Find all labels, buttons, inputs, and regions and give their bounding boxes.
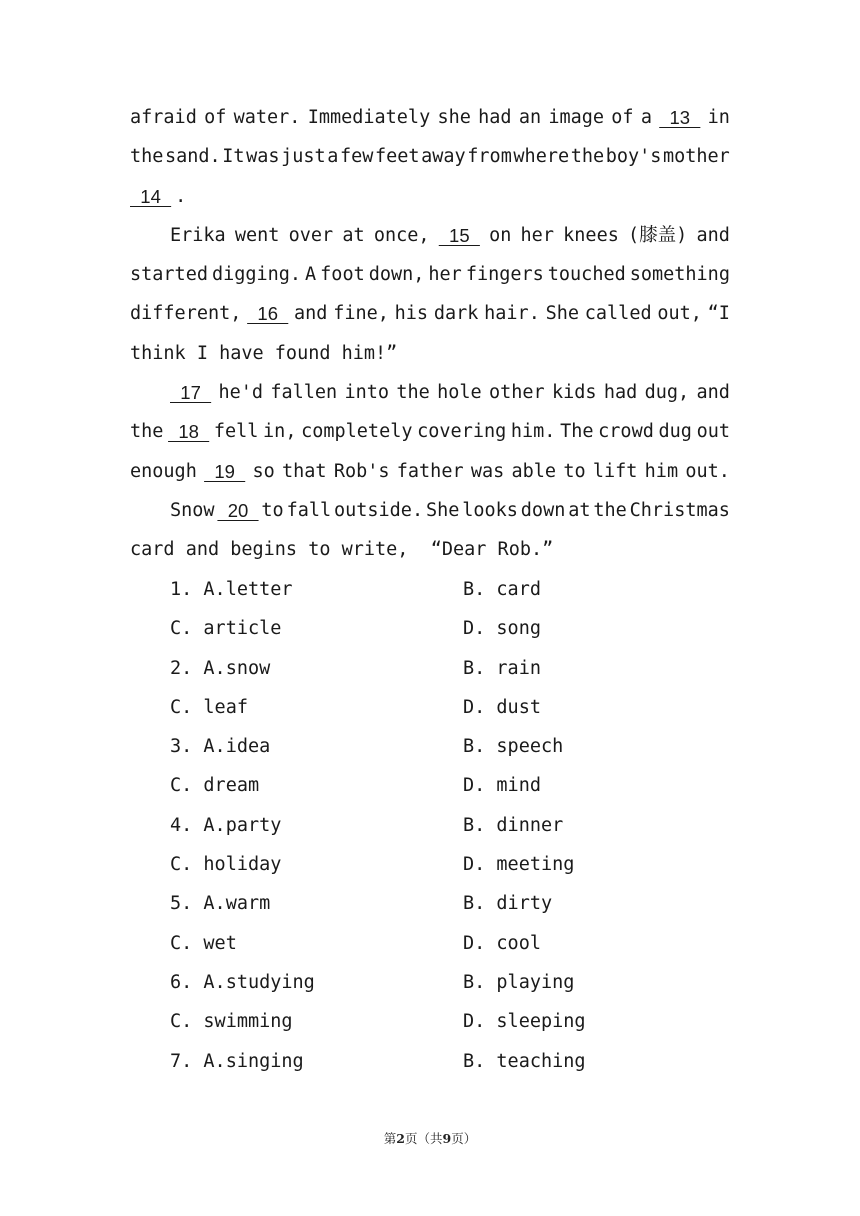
passage-word: fall bbox=[286, 499, 332, 521]
passage-word: the bbox=[396, 382, 430, 404]
passage-word: fingers bbox=[465, 264, 544, 286]
passage-word: just bbox=[281, 146, 326, 168]
passage-word: Christmas bbox=[629, 499, 730, 521]
passage-word: was bbox=[246, 146, 280, 168]
option-row bbox=[130, 766, 730, 805]
passage-word: over bbox=[288, 224, 334, 246]
passage-word: few bbox=[340, 146, 374, 168]
passage-word: so bbox=[252, 460, 275, 482]
option-row bbox=[130, 570, 730, 609]
passage-word: a bbox=[327, 146, 339, 168]
option-row bbox=[130, 845, 730, 884]
passage-word: different, bbox=[130, 303, 242, 325]
passage-word: and bbox=[696, 224, 730, 246]
passage-word: and bbox=[696, 382, 730, 404]
passage-word: A bbox=[305, 264, 317, 286]
option-row bbox=[130, 963, 730, 1002]
passage-word: into bbox=[344, 382, 390, 404]
option-row bbox=[130, 649, 730, 688]
passage-word: she bbox=[437, 107, 471, 128]
passage-word: her bbox=[520, 224, 554, 246]
passage-word: had bbox=[478, 107, 512, 128]
option-choice: 1. A.letter bbox=[170, 579, 293, 600]
footer-page-number: 2 bbox=[396, 1131, 405, 1146]
passage-word: the bbox=[570, 146, 605, 168]
passage-word: he'd bbox=[218, 382, 264, 404]
passage-word: looks bbox=[462, 499, 518, 521]
blank-number: 14 bbox=[130, 185, 172, 207]
passage-word: feet bbox=[375, 146, 420, 168]
passage-word: out bbox=[696, 421, 730, 443]
option-row bbox=[130, 609, 730, 648]
passage-word: on bbox=[489, 224, 512, 246]
blank-number: 17 bbox=[170, 382, 212, 404]
passage-word: Erika bbox=[170, 224, 226, 246]
passage-line bbox=[130, 373, 730, 412]
passage-word: the bbox=[593, 499, 627, 521]
passage-word: boy's bbox=[605, 146, 662, 168]
passage-word: to bbox=[261, 499, 284, 521]
option-row bbox=[130, 1002, 730, 1041]
passage-line bbox=[130, 334, 730, 373]
passage-word: once, bbox=[373, 224, 430, 246]
blank-number: 18 bbox=[168, 421, 210, 443]
passage-word: his bbox=[394, 303, 429, 325]
passage-word: went bbox=[234, 224, 280, 246]
passage-word: crowd bbox=[598, 421, 654, 443]
passage-word: had bbox=[603, 382, 638, 404]
passage-line bbox=[130, 177, 730, 216]
blank-number: 19 bbox=[204, 460, 246, 482]
passage-word: mother bbox=[662, 146, 730, 168]
blank-number: 13 bbox=[659, 107, 701, 128]
option-choice: 4. A.party bbox=[170, 814, 282, 836]
passage-word: and bbox=[294, 303, 328, 325]
passage-word: started bbox=[130, 264, 208, 286]
option-row bbox=[130, 1042, 730, 1081]
passage-word: It bbox=[222, 146, 245, 168]
passage-word: an bbox=[518, 107, 542, 128]
option-choice: 7. A.singing bbox=[170, 1050, 304, 1072]
passage-word: hair. bbox=[484, 303, 540, 325]
passage-word: the bbox=[130, 421, 164, 443]
option-choice: D. mind bbox=[463, 775, 541, 797]
passage-word: in bbox=[707, 107, 730, 128]
passage-word: of bbox=[204, 107, 227, 128]
option-choice: 5. A.warm bbox=[170, 893, 271, 915]
passage-word: think I have found him!” bbox=[130, 342, 398, 364]
option-row bbox=[130, 884, 730, 923]
passage-word: in, bbox=[263, 421, 297, 443]
passage-word: foot bbox=[320, 264, 365, 286]
option-choice: B. dinner bbox=[463, 814, 564, 836]
passage bbox=[130, 98, 730, 570]
option-choice: C. article bbox=[170, 618, 282, 640]
passage-line bbox=[130, 530, 730, 569]
passage-word: Snow bbox=[170, 499, 215, 521]
option-choice: B. dirty bbox=[463, 893, 553, 915]
blank-number: 16 bbox=[247, 303, 289, 325]
blank-number: 20 bbox=[217, 499, 259, 521]
option-choice: D. dust bbox=[463, 696, 541, 718]
passage-word: to bbox=[563, 460, 586, 482]
passage-word: able bbox=[511, 460, 557, 482]
passage-word: him bbox=[644, 460, 679, 482]
passage-word: something bbox=[629, 264, 730, 286]
passage-word: her bbox=[428, 264, 462, 286]
passage-word: dug bbox=[658, 421, 692, 443]
option-row bbox=[130, 924, 730, 963]
option-choice: B. teaching bbox=[463, 1050, 586, 1072]
passage-word: covering bbox=[417, 421, 507, 443]
option-choice: 6. A.studying bbox=[170, 971, 315, 993]
passage-word: hole bbox=[437, 382, 482, 404]
passage-word: him. bbox=[510, 421, 556, 443]
passage-word: sand. bbox=[165, 146, 221, 168]
passage-word: (膝盖) bbox=[628, 224, 688, 246]
footer-middle: 页（共 bbox=[404, 1131, 443, 1146]
footer-total-pages: 9 bbox=[442, 1131, 452, 1146]
passage-word: Rob's bbox=[333, 460, 390, 482]
option-choice: D. sleeping bbox=[463, 1011, 586, 1033]
option-choice: B. speech bbox=[463, 736, 564, 758]
passage-word: “I bbox=[707, 303, 730, 325]
passage-word: a bbox=[640, 107, 652, 128]
passage-word: other bbox=[488, 382, 545, 404]
option-choice: B. card bbox=[463, 579, 541, 600]
options-list bbox=[130, 570, 730, 1081]
passage-word: down, bbox=[368, 264, 425, 286]
passage-line bbox=[130, 137, 730, 176]
passage-word: out, bbox=[657, 303, 702, 325]
passage-word: from bbox=[467, 146, 512, 168]
passage-word: touched bbox=[547, 264, 626, 286]
passage-word: down bbox=[520, 499, 566, 521]
passage-word: She bbox=[545, 303, 580, 325]
footer-prefix: 第 bbox=[383, 1131, 397, 1146]
passage-line bbox=[130, 98, 730, 137]
option-choice: C. swimming bbox=[170, 1011, 293, 1033]
page-footer bbox=[0, 1129, 860, 1147]
option-choice: B. rain bbox=[463, 657, 541, 679]
passage-word: knees bbox=[563, 224, 619, 246]
option-row bbox=[130, 727, 730, 766]
passage-word: The bbox=[560, 421, 594, 443]
passage-line bbox=[130, 412, 730, 451]
option-choice: C. wet bbox=[170, 932, 237, 954]
option-choice: C. dream bbox=[170, 775, 260, 797]
option-choice: C. leaf bbox=[170, 696, 248, 718]
passage-word: was bbox=[470, 460, 505, 482]
passage-word: kids bbox=[551, 382, 597, 404]
passage-line bbox=[130, 294, 730, 333]
passage-word: fell bbox=[213, 421, 259, 443]
passage-word: out. bbox=[685, 460, 730, 482]
passage-word: fallen bbox=[270, 382, 338, 404]
option-choice: D. cool bbox=[463, 932, 541, 954]
option-choice: D. song bbox=[463, 618, 541, 640]
passage-word: called bbox=[584, 303, 652, 325]
passage-word: at bbox=[568, 499, 591, 521]
passage-line bbox=[130, 216, 730, 255]
passage-word: of bbox=[611, 107, 634, 128]
passage-word: . bbox=[175, 185, 187, 207]
option-row bbox=[130, 806, 730, 845]
passage-word: where bbox=[513, 146, 570, 168]
passage-word: Immediately bbox=[307, 107, 431, 128]
passage-line bbox=[130, 452, 730, 491]
passage-word: away bbox=[421, 146, 466, 168]
option-choice: D. meeting bbox=[463, 854, 575, 876]
passage-word: father bbox=[396, 460, 464, 482]
passage-word: card and begins to write, “Dear Rob.” bbox=[130, 539, 554, 561]
passage-word: She bbox=[425, 499, 460, 521]
passage-word: fine, bbox=[333, 303, 389, 325]
option-row bbox=[130, 688, 730, 727]
passage-word: water. bbox=[233, 107, 301, 128]
option-choice: B. playing bbox=[463, 971, 575, 993]
passage-line bbox=[130, 255, 730, 294]
option-choice: C. holiday bbox=[170, 854, 282, 876]
option-choice: 3. A.idea bbox=[170, 736, 271, 758]
blank-number: 15 bbox=[438, 224, 480, 246]
passage-word: lift bbox=[592, 460, 638, 482]
passage-word: outside. bbox=[333, 499, 424, 521]
passage-word: enough bbox=[130, 460, 197, 482]
passage-word: digging. bbox=[211, 264, 302, 286]
footer-suffix: 页） bbox=[451, 1131, 477, 1146]
passage-word: image bbox=[548, 107, 605, 128]
passage-word: the bbox=[130, 146, 164, 168]
passage-line bbox=[130, 491, 730, 530]
passage-word: dark bbox=[433, 303, 479, 325]
passage-word: afraid bbox=[130, 107, 197, 128]
option-choice: 2. A.snow bbox=[170, 657, 271, 679]
passage-word: that bbox=[282, 460, 327, 482]
passage-word: at bbox=[342, 224, 365, 246]
passage-word: dug, bbox=[644, 382, 690, 404]
passage-word: completely bbox=[301, 421, 413, 443]
